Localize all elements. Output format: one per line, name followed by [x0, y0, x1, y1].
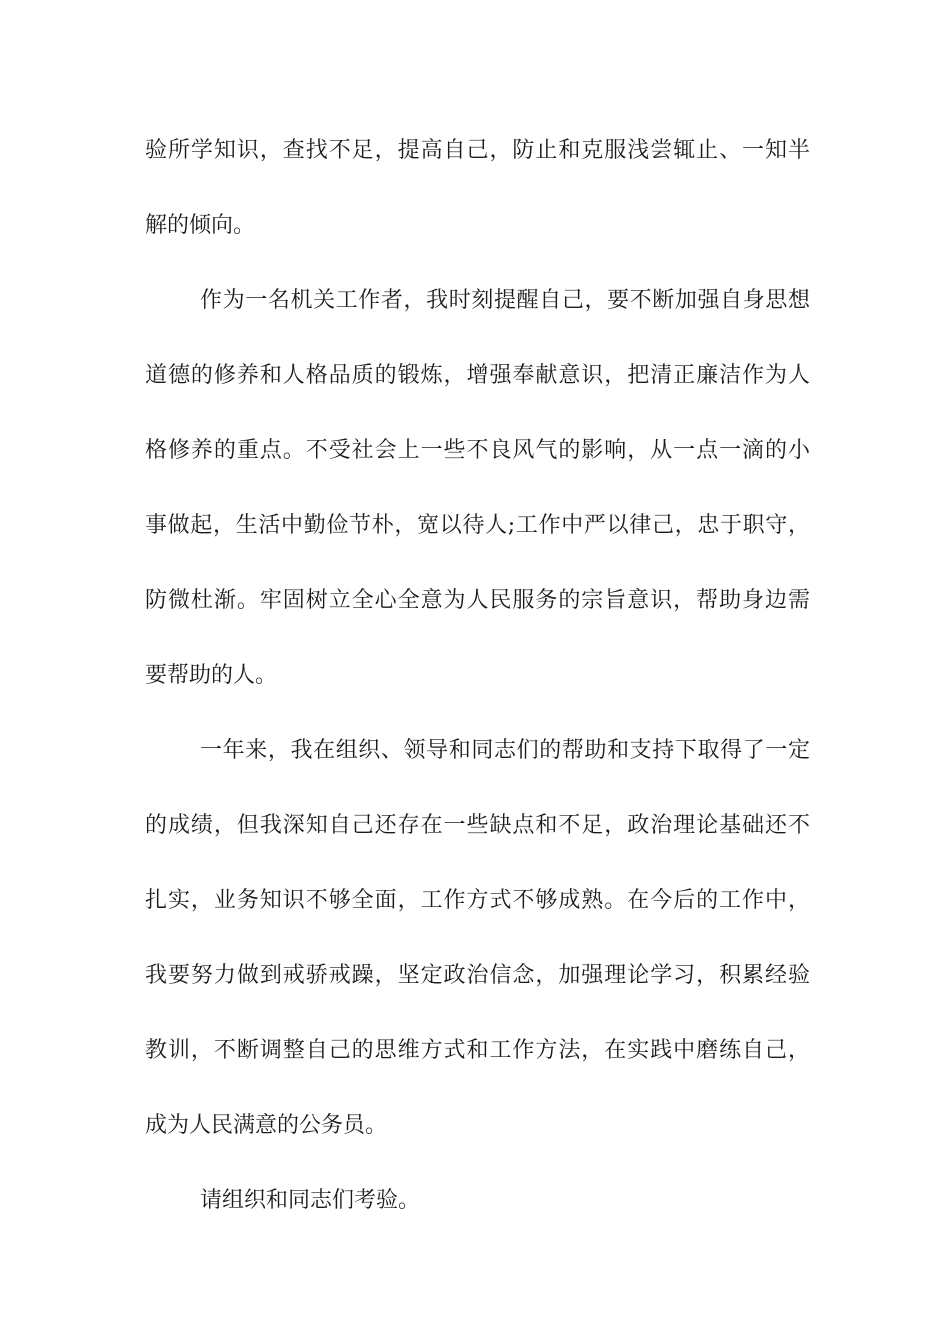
text-line-4: 道德的修养和人格品质的锻炼，增强奉献意识，把清正廉洁作为人: [145, 363, 810, 388]
text-line-9: 一年来，我在组织、领导和同志们的帮助和支持下取得了一定: [200, 738, 810, 763]
text-line-3: 作为一名机关工作者，我时刻提醒自己，要不断加强自身思想: [200, 288, 810, 313]
text-line-8: 要帮助的人。: [145, 663, 278, 688]
text-line-5: 格修养的重点。不受社会上一些不良风气的影响，从一点一滴的小: [145, 438, 810, 463]
text-line-1: 验所学知识，查找不足，提高自己，防止和克服浅尝辄止、一知半: [145, 138, 810, 163]
text-line-15: 请组织和同志们考验。: [200, 1188, 421, 1213]
text-line-6: 事做起，生活中勤俭节朴，宽以待人;工作中严以律己，忠于职守，: [145, 513, 810, 538]
text-line-7: 防微杜渐。牢固树立全心全意为人民服务的宗旨意识，帮助身边需: [145, 588, 810, 613]
text-line-11: 扎实，业务知识不够全面，工作方式不够成熟。在今后的工作中，: [145, 888, 810, 913]
text-line-2: 解的倾向。: [145, 213, 256, 238]
text-line-13: 教训，不断调整自己的思维方式和工作方法，在实践中磨练自己，: [145, 1038, 810, 1063]
text-line-14: 成为人民满意的公务员。: [145, 1113, 388, 1138]
text-line-10: 的成绩，但我深知自己还存在一些缺点和不足，政治理论基础还不: [145, 813, 810, 838]
text-line-12: 我要努力做到戒骄戒躁，坚定政治信念，加强理论学习，积累经验: [145, 963, 810, 988]
